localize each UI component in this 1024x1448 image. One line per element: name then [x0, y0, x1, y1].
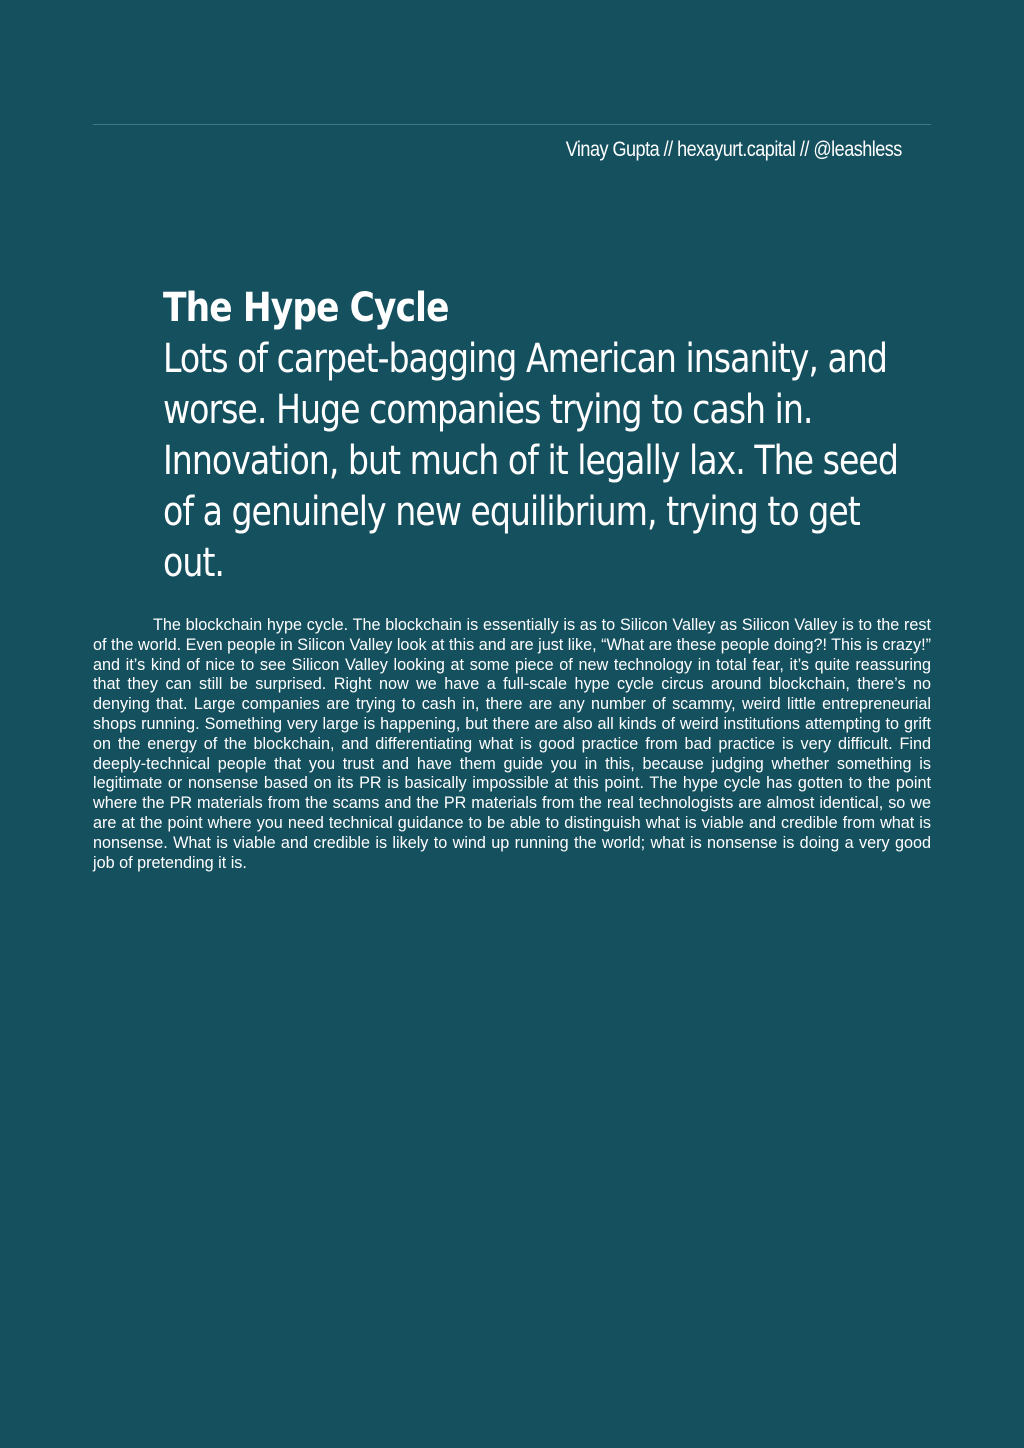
header-divider	[93, 124, 931, 125]
body-paragraph: The blockchain hype cycle. The blockchain is essentially is as to Silicon Valley as Silicon Valley is to the rest of the world. Even people in Silicon Valley look at this and are just like, “What are these people doing?! This is crazy!” and it’s kind of nice to see Silicon Valley looking at some piece of new technology in total fear, it’s quite reassuring that they can still be surprised. Right now we have a full-scale hype cycle circus around blockchain, there’s no denying that. Large companies are trying to cash in, there are any number of scammy, weird little entrepreneurial shops running. Something very large is happening, but there are also all kinds of weird institutions attempting to grift on the energy of the blockchain, and differentiating what is good practice from bad practice is very difficult. Find deeply-technical people that you trust and have them guide you in this, because judging whether something is legitimate or nonsense based on its PR is basically impossible at this point. The hype cycle has gotten to the point where the PR materials from the scams and the PR materials from the real technologists are almost identical, so we are at the point where you need technical guidance to be able to distinguish what is viable and credible from what is nonsense. What is viable and credible is likely to wind up running the world; what is nonsense is doing a very good job of pretending it is.	[93, 616, 931, 872]
section-heading	[163, 282, 943, 589]
author-byline: Vinay Gupta // hexayurt.capital // @leashless	[565, 138, 902, 161]
section-title: The Hype Cycle	[163, 285, 449, 331]
section-subtitle: Lots of carpet-bagging American insanity, and worse. Huge companies trying to cash in. Innovation, but much of it legally lax. The seed of a genuinely new equilibrium, trying to get out.	[163, 336, 898, 586]
